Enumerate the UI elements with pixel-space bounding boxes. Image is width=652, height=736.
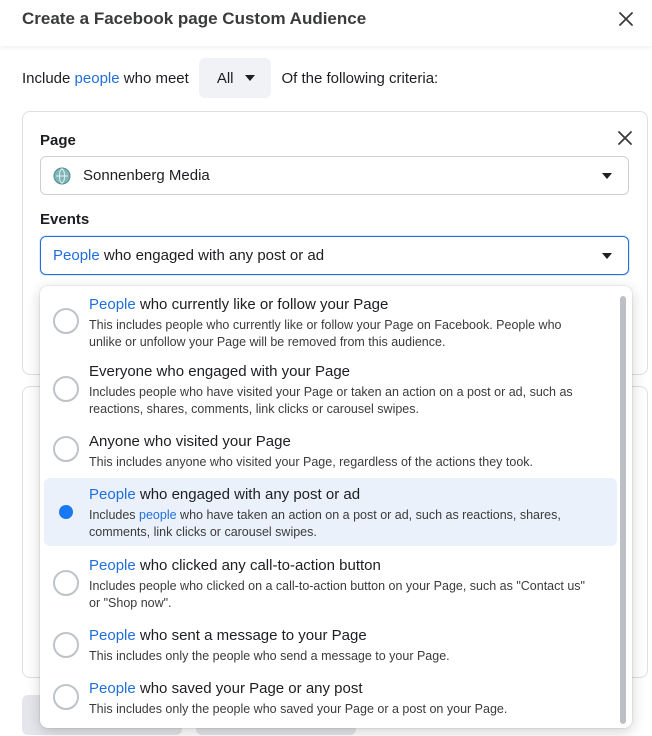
option-title: [89, 627, 367, 644]
radio-button-selected[interactable]: [53, 499, 79, 525]
option-desc-line: This includes anyone who visited your Page, regardless of the actions they took.: [89, 455, 534, 469]
caret-down-icon: [602, 253, 612, 259]
option-title-highlight: People: [89, 557, 136, 574]
criteria-row: [22, 58, 438, 98]
option-title-text: who saved your Page or any post: [135, 680, 363, 697]
option-description: [89, 701, 609, 718]
option-title-highlight: People: [89, 627, 136, 644]
radio-button[interactable]: [53, 376, 79, 402]
option-desc-text: who have taken an action on a post or ad, such as reactions, shares,: [176, 508, 561, 522]
option-description: [89, 507, 609, 541]
event-option-sent-message[interactable]: [44, 624, 617, 670]
option-title-highlight: People: [89, 296, 136, 313]
caret-down-icon: [245, 75, 255, 81]
option-description: [89, 648, 609, 665]
page-avatar-icon: [53, 167, 71, 185]
option-title-text: Anyone who visited your Page: [89, 433, 291, 450]
option-desc-line: This includes only the people who saved your Page or a post on your Page.: [89, 702, 508, 716]
events-label: Events: [40, 211, 90, 228]
option-title-highlight: People: [89, 680, 136, 697]
option-desc-line: This includes people who currently like or follow your Page on Facebook. People who: [89, 318, 562, 332]
criteria-who-meet: who meet: [123, 69, 189, 87]
event-option-like-follow[interactable]: [44, 290, 617, 352]
radio-button[interactable]: [53, 632, 79, 658]
event-option-cta-button[interactable]: [44, 552, 617, 614]
option-title-highlight: People: [89, 486, 136, 503]
option-desc-highlight: people: [139, 508, 177, 522]
dialog-header: [0, 0, 652, 46]
dialog-title: Create a Facebook page Custom Audience: [22, 9, 367, 28]
option-title-text: who engaged with any post or ad: [135, 486, 361, 503]
event-option-engaged-page[interactable]: [44, 360, 617, 422]
option-title: [89, 296, 388, 313]
option-title-text: Everyone who engaged with your Page: [89, 363, 351, 380]
radio-button[interactable]: [53, 436, 79, 462]
events-dropdown-menu: [40, 286, 632, 728]
option-description: [89, 317, 609, 351]
option-desc-line: reactions, shares, comments, link clicks or carousel swipes.: [89, 402, 419, 416]
option-desc-line: or "Shop now".: [89, 596, 172, 610]
caret-down-icon: [602, 173, 612, 179]
option-desc-line: unlike or unfollow your Page will be removed from this audience.: [89, 335, 446, 349]
radio-button[interactable]: [53, 684, 79, 710]
criteria-prefix: Include: [22, 69, 71, 87]
events-select-value: who engaged with any post or ad: [99, 247, 325, 264]
option-title-text: who sent a message to your Page: [135, 627, 367, 644]
criteria-suffix: Of the following criteria:: [281, 69, 439, 87]
remove-rule-icon[interactable]: [615, 128, 635, 148]
criteria-people-link[interactable]: people: [74, 69, 120, 87]
option-desc-line: comments, link clicks or carousel swipes.: [89, 525, 317, 539]
option-desc-line: Includes people who have visited your Page or taken an action on a post or ad, such as: [89, 385, 573, 399]
events-select[interactable]: [40, 236, 629, 275]
event-option-saved-page[interactable]: [44, 677, 617, 723]
option-desc-text: Includes: [89, 508, 140, 522]
close-icon[interactable]: [616, 9, 636, 29]
option-desc-line: This includes only the people who send a message to your Page.: [89, 649, 450, 663]
events-select-value-highlight: People: [53, 247, 100, 264]
option-title: [89, 557, 381, 574]
dropdown-scrollbar[interactable]: [620, 296, 626, 724]
page-label: Page: [40, 132, 76, 149]
radio-button[interactable]: [53, 308, 79, 334]
option-title: [89, 486, 360, 503]
option-title-text: who clicked any call-to-action button: [135, 557, 381, 574]
match-select-value: All: [216, 69, 234, 87]
match-select[interactable]: [199, 58, 272, 98]
option-description: [89, 578, 609, 612]
option-desc-line: Includes people who clicked on a call-to-action button on your Page, such as "Contact us": [89, 579, 585, 593]
page-select-value: Sonnenberg Media: [83, 167, 210, 184]
option-title: [89, 363, 350, 380]
option-title: [89, 433, 291, 450]
option-description: [89, 454, 609, 471]
radio-button[interactable]: [53, 570, 79, 596]
event-option-engaged-post-ad[interactable]: [44, 478, 617, 546]
option-title-text: who currently like or follow your Page: [135, 296, 389, 313]
option-title: [89, 680, 363, 697]
option-desc-line: [89, 507, 609, 524]
page-select[interactable]: [40, 156, 629, 195]
event-option-visited-page[interactable]: [44, 430, 617, 474]
option-description: [89, 384, 609, 418]
